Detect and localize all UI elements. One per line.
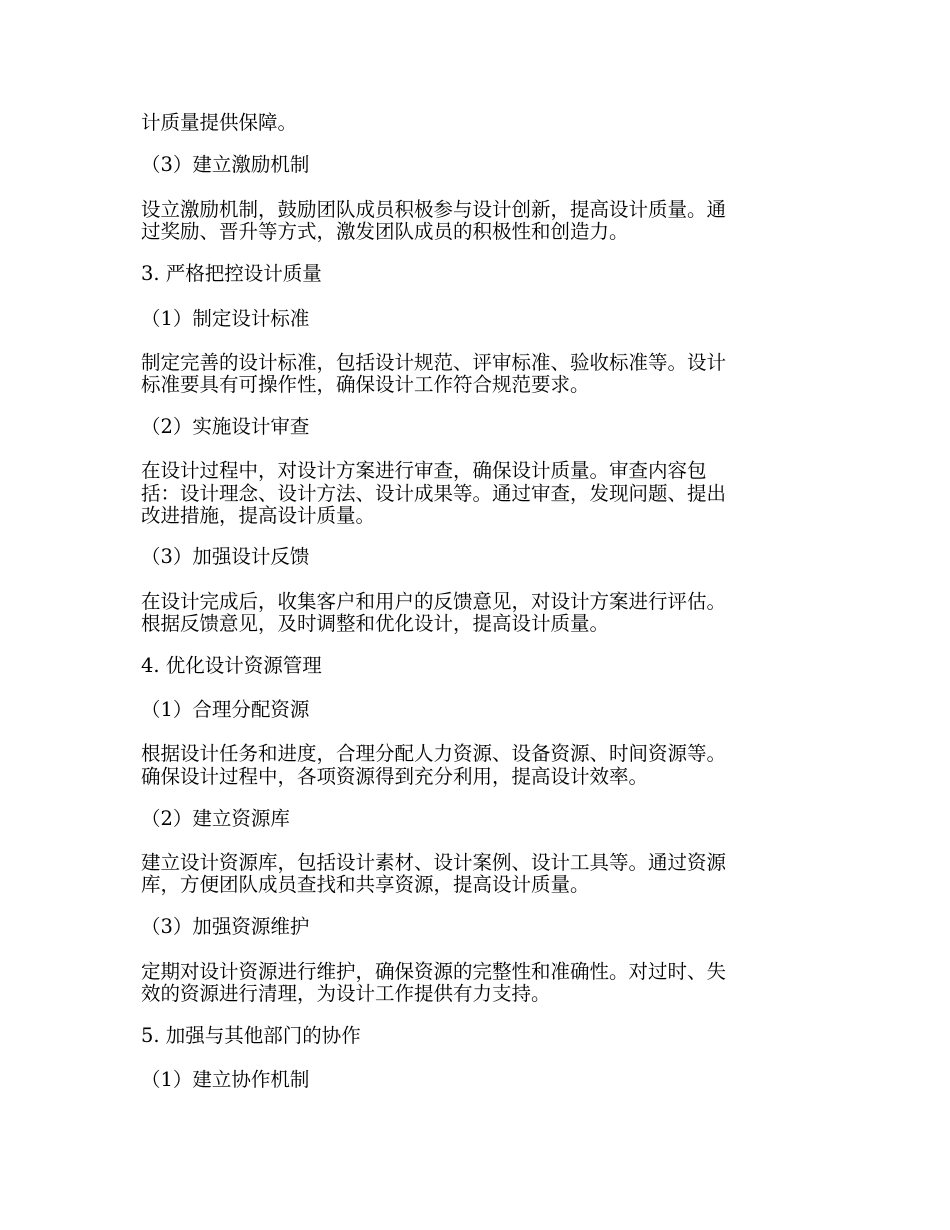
paragraph-line: 在设计完成后，收集客户和用户的反馈意见，对设计方案进行评估。 (141, 590, 727, 613)
paragraph-line: 标准要具有可操作性，确保设计工作符合规范要求。 (141, 373, 590, 396)
paragraph-line: 过奖励、晋升等方式，激发团队成员的积极性和创造力。 (141, 220, 629, 243)
subheading: （3）建立激励机制 (141, 153, 310, 176)
subheading: （2）实施设计审查 (141, 415, 310, 438)
paragraph-line: 根据反馈意见，及时调整和优化设计，提高设计质量。 (141, 612, 610, 635)
subheading: （3）加强设计反馈 (141, 545, 310, 568)
section-heading: 4. 优化设计资源管理 (141, 654, 322, 677)
paragraph-line: 效的资源进行清理，为设计工作提供有力支持。 (141, 982, 551, 1005)
subheading: （1）合理分配资源 (141, 698, 310, 721)
section-heading: 3. 严格把控设计质量 (141, 262, 322, 285)
paragraph-line: 在设计过程中，对设计方案进行审查，确保设计质量。审查内容包 (141, 459, 707, 482)
paragraph-line: 括：设计理念、设计方法、设计成果等。通过审查，发现问题、提出 (141, 482, 727, 505)
subheading: （1）制定设计标准 (141, 307, 310, 330)
subheading: （2）建立资源库 (141, 807, 290, 830)
paragraph-line: 改进措施，提高设计质量。 (141, 504, 376, 527)
paragraph-line: 定期对设计资源进行维护，确保资源的完整性和准确性。对过时、失 (141, 960, 727, 983)
paragraph-line: 计质量提供保障。 (141, 111, 298, 134)
paragraph-line: 确保设计过程中，各项资源得到充分利用，提高设计效率。 (141, 765, 649, 788)
paragraph-line: 根据设计任务和进度，合理分配人力资源、设备资源、时间资源等。 (141, 742, 727, 765)
paragraph-line: 设立激励机制，鼓励团队成员积极参与设计创新，提高设计质量。通 (141, 198, 727, 221)
paragraph-line: 建立设计资源库，包括设计素材、设计案例、设计工具等。通过资源 (141, 851, 727, 874)
paragraph-line: 制定完善的设计标准，包括设计规范、评审标准、验收标准等。设计 (141, 351, 727, 374)
paragraph-line: 库，方便团队成员查找和共享资源，提高设计质量。 (141, 873, 590, 896)
subheading: （3）加强资源维护 (141, 915, 310, 938)
section-heading: 5. 加强与其他部门的协作 (141, 1024, 361, 1047)
subheading: （1）建立协作机制 (141, 1068, 310, 1091)
